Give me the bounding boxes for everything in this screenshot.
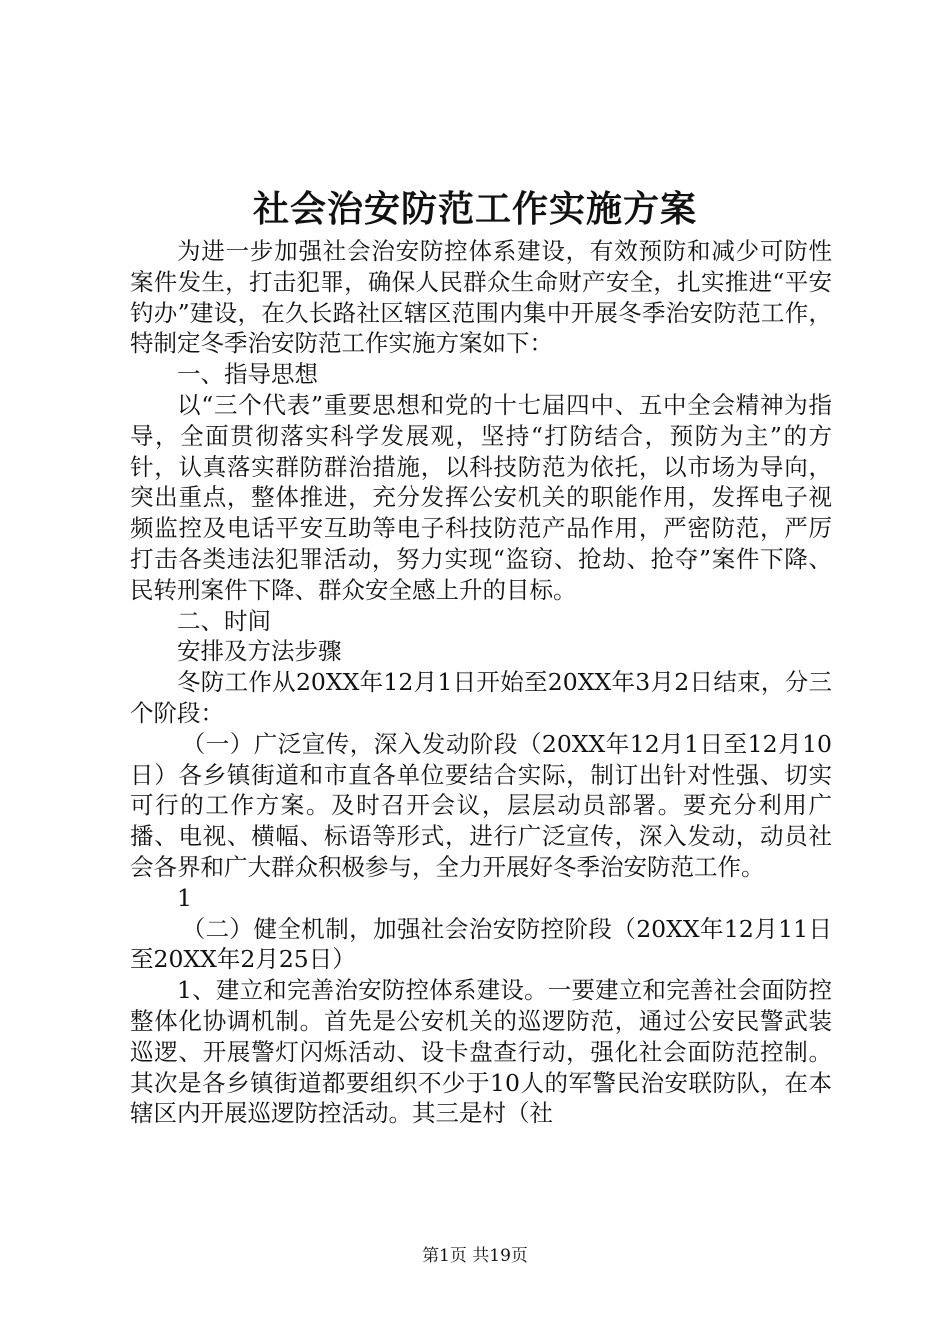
inline-page-number: 1	[177, 883, 192, 912]
page-footer: 第1页 共19页	[422, 1246, 528, 1266]
heading-guiding-thought: 一、指导思想	[177, 360, 318, 389]
paragraph-schedule: 冬防工作从20XX年12月1日开始至20XX年3月2日结束，分三个阶段：	[130, 668, 832, 727]
heading-steps: 安排及方法步骤	[177, 637, 342, 666]
paragraph-stage-one: （一）广泛宣传，深入发动阶段（20XX年12月1日至12月10日）各乡镇街道和市直各单位要结合实际，制订出针对性强、切实可行的工作方案。及时召开会议，层层动员部署。要充分利用广播、电视、横幅、标语等形式，进行广泛宣传，深入发动，动员社会各界和广大群众积极参与，全力开展好冬季治安防范工作。	[130, 729, 832, 881]
paragraph-guiding-thought: 以“三个代表”重要思想和党的十七届四中、五中全会精神为指导，全面贯彻落实科学发展观，坚持“打防结合，预防为主”的方针，认真落实群防群治措施，以科技防范为依托，以市场为导向，突出重点，整体推进，充分发挥公安机关的职能作用，发挥电子视频监控及电话平安互助等电子科技防范产品作用，严密防范，严厉打击各类违法犯罪活动，努力实现“盗窃、抢劫、抢夺”案件下降、民转刑案件下降、群众安全感上升的目标。	[130, 390, 832, 604]
paragraph-stage-two: （二）健全机制，加强社会治安防控阶段（20XX年12月11日至20XX年2月25日）	[130, 914, 832, 974]
document-body	[130, 236, 832, 1129]
heading-time: 二、时间	[177, 606, 271, 635]
paragraph-intro: 为进一步加强社会治安防控体系建设，有效预防和减少可防性案件发生，打击犯罪，确保人民群众生命财产安全，扎实推进“平安钓办”建设，在久长路社区辖区范围内集中开展冬季治安防范工作，特制定冬季治安防范工作实施方案如下：	[130, 237, 832, 358]
document-title: 社会治安防范工作实施方案	[252, 188, 697, 230]
paragraph-prevention-system: 1、建立和完善治安防控体系建设。一要建立和完善社会面防控整体化协调机制。首先是公安机关的巡逻防范，通过公安民警武装巡逻、开展警灯闪烁活动、设卡盘查行动，强化社会面防范控制。其次是各乡镇街道都要组织不少于10人的军警民治安联防队，在本辖区内开展巡逻防控活动。其三是村（社	[130, 976, 832, 1128]
